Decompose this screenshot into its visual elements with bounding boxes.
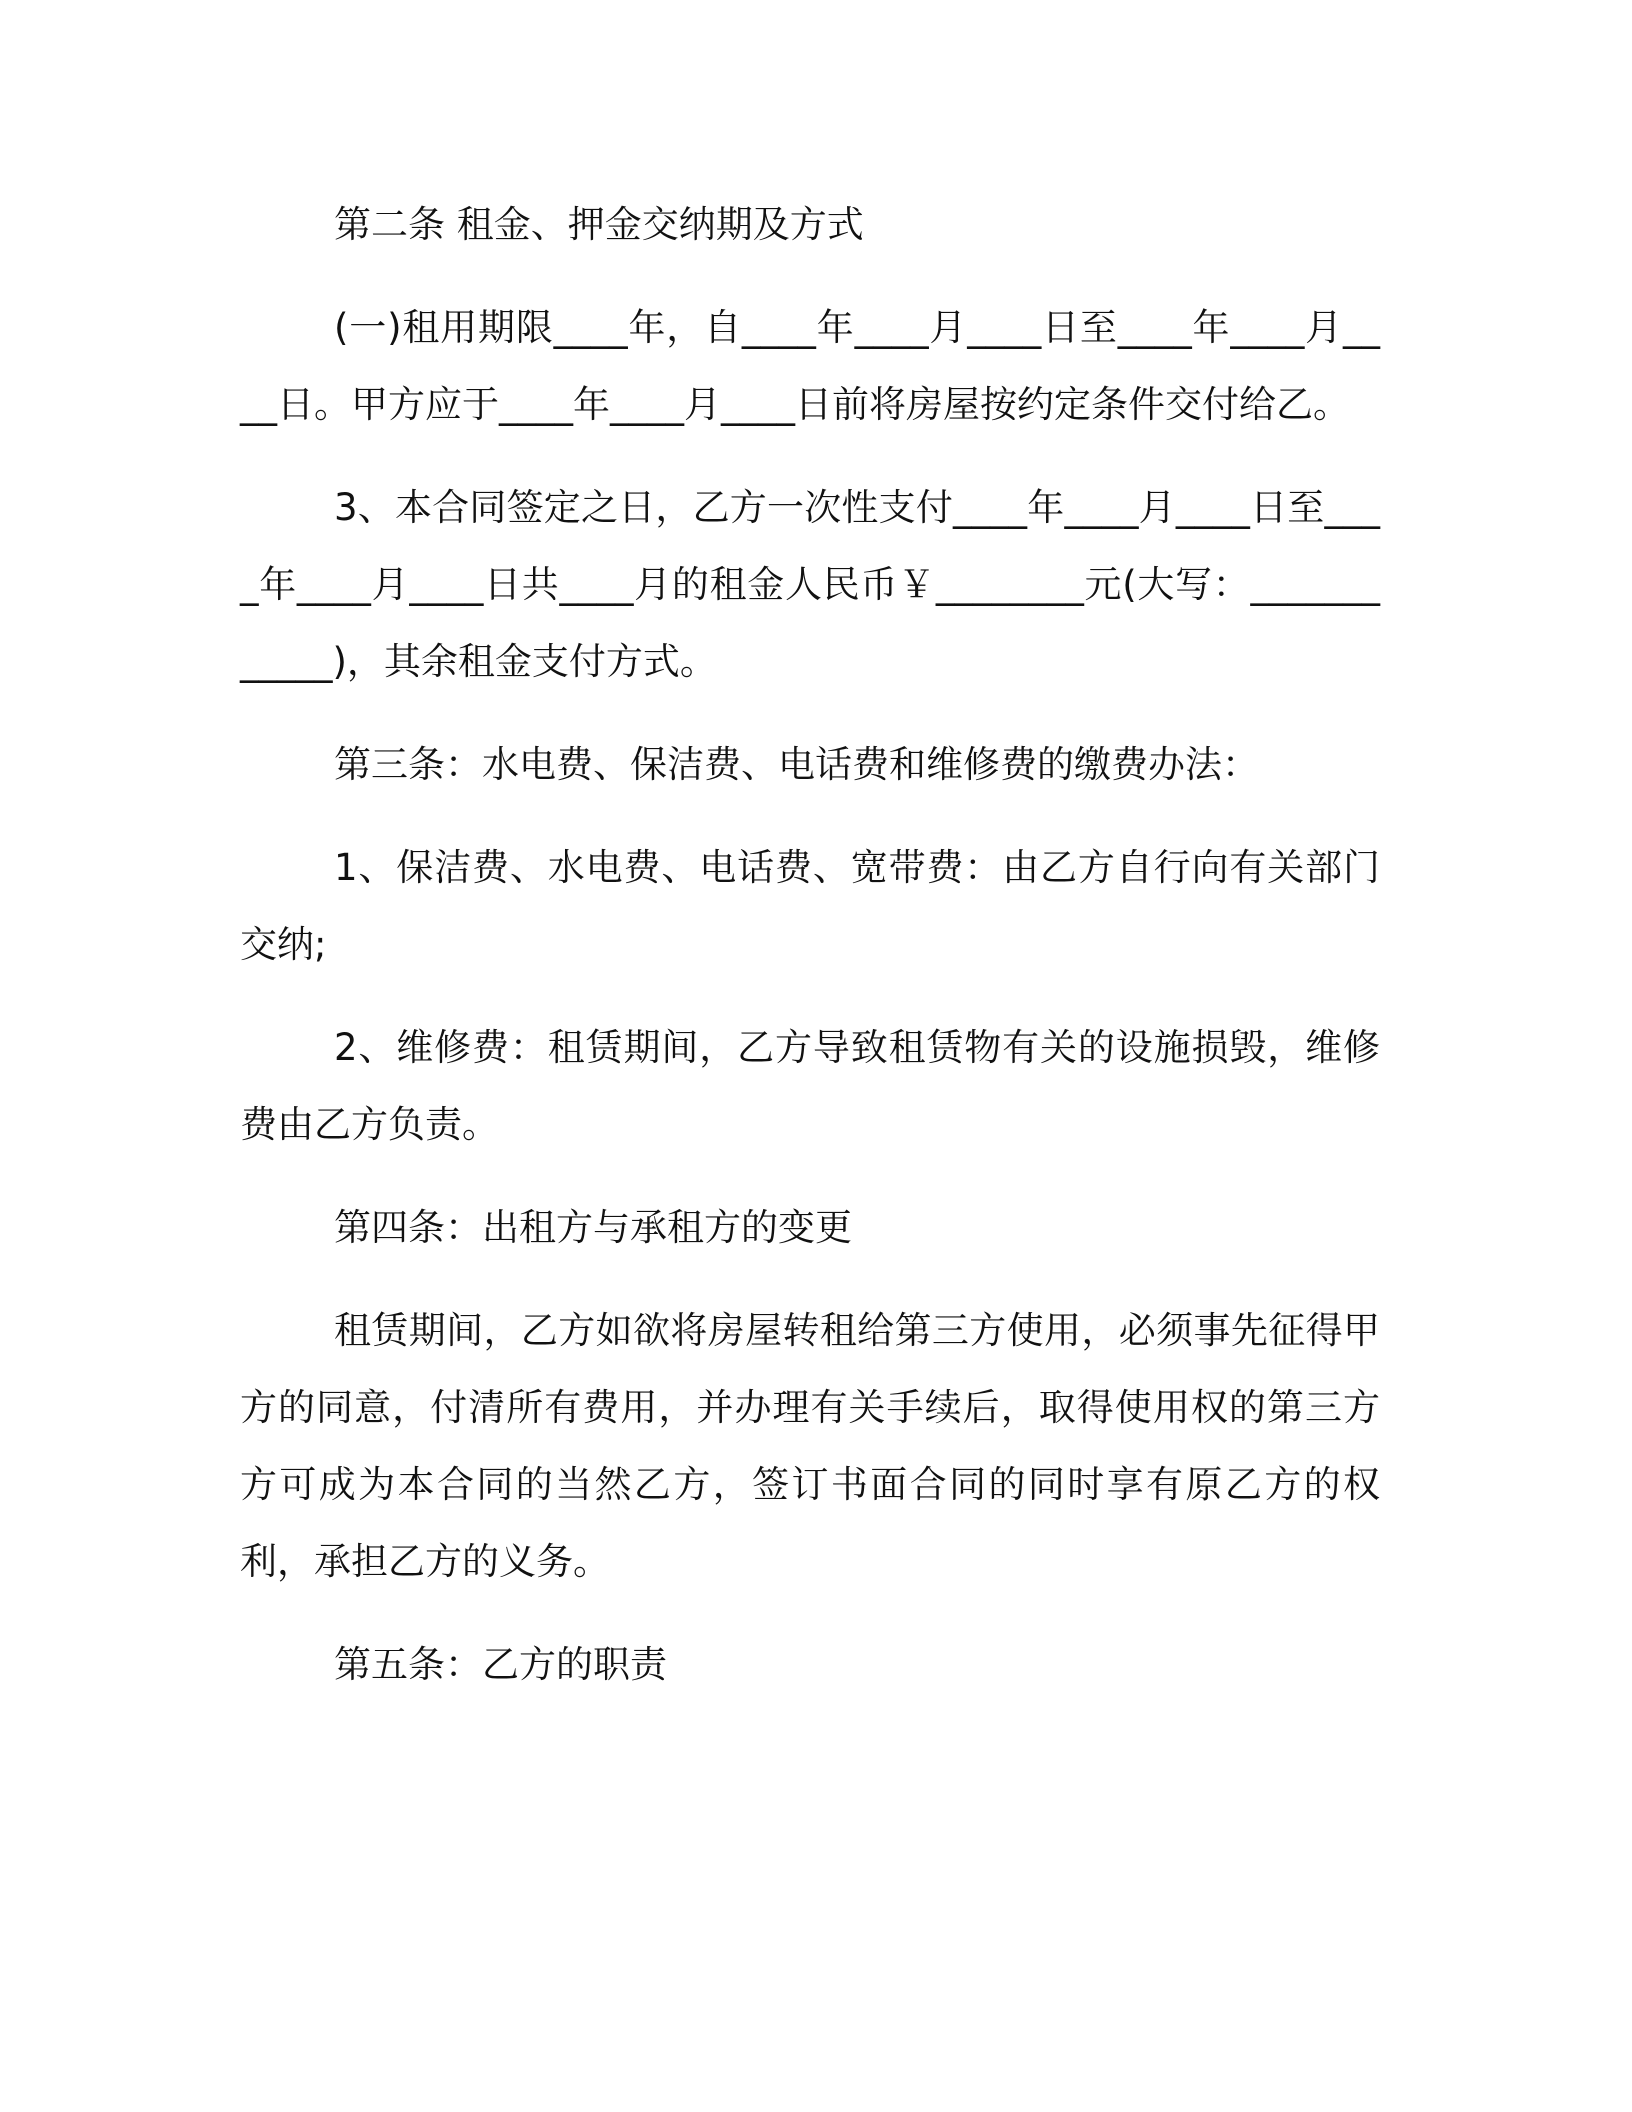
sublease-paragraph: 租赁期间，乙方如欲将房屋转租给第三方使用，必须事先征得甲方的同意，付清所有费用，并办理有关手续后，取得使用权的第三方方可成为本合同的当然乙方，签订书面合同的同时享有原乙方的权利，承担乙方的义务。 — [240, 1309, 1380, 1583]
lease-term-paragraph: (一)租用期限____年，自____年____月____日至____年____月____日。甲方应于____年____月____日前将房屋按约定条件交付给乙。 — [240, 306, 1380, 426]
maintenance-fees-paragraph: 2、维修费：租赁期间，乙方导致租赁物有关的设施损毁，维修费由乙方负责。 — [240, 1026, 1380, 1146]
utility-fees-paragraph: 1、保洁费、水电费、电话费、宽带费：由乙方自行向有关部门交纳; — [240, 846, 1380, 966]
rent-payment-paragraph: 3、本合同签定之日，乙方一次性支付____年____月____日至____年____月____日共____月的租金人民币￥________元(大写：____________)，其余租金支付方式。 — [240, 486, 1380, 683]
document-body — [240, 186, 1380, 1729]
article-3-heading: 第三条：水电费、保洁费、电话费和维修费的缴费办法： — [334, 743, 1259, 786]
article-5-heading: 第五条：乙方的职责 — [334, 1643, 667, 1686]
article-4-heading: 第四条：出租方与承租方的变更 — [334, 1206, 852, 1249]
article-2-heading: 第二条 租金、押金交纳期及方式 — [334, 203, 864, 246]
